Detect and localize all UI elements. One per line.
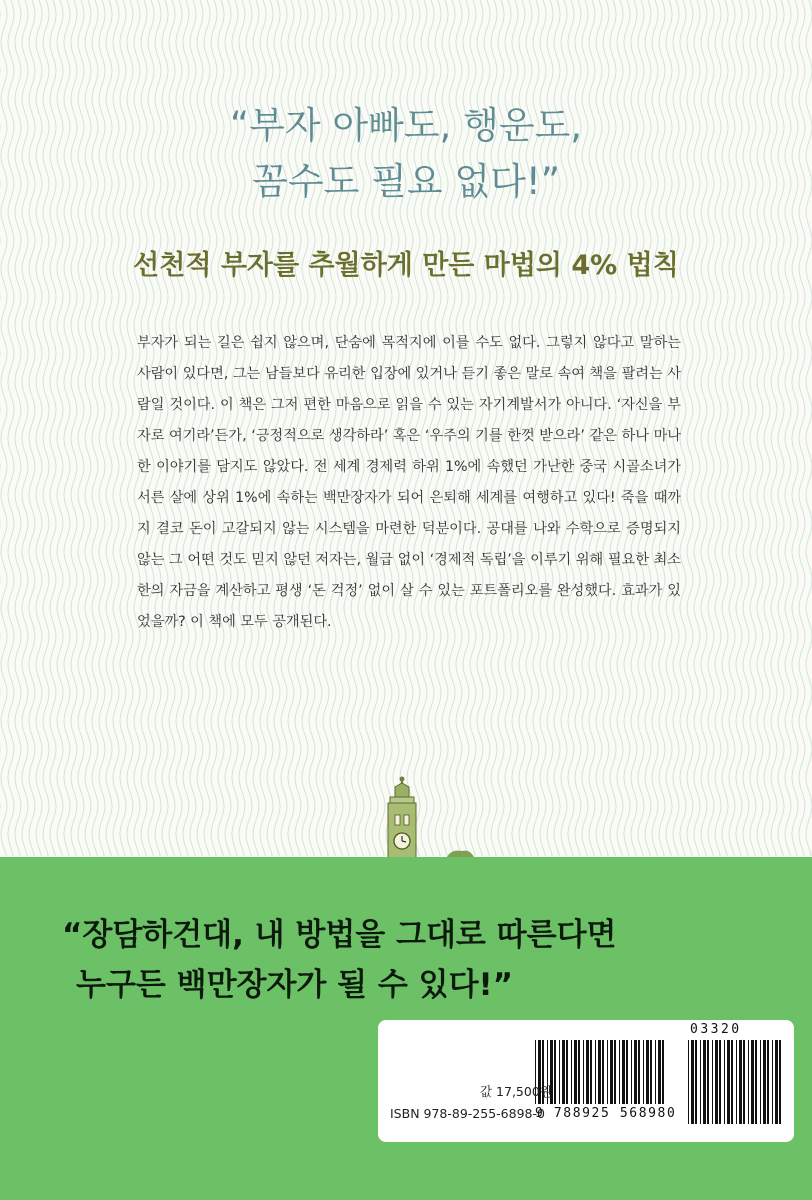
barcode-bar [583, 1040, 584, 1104]
barcode-bar [731, 1040, 733, 1124]
bottom-quote-line-1: “장담하건대, 내 방법을 그대로 따른다면 [62, 917, 617, 953]
barcode-bar [595, 1040, 596, 1104]
barcode-bar [751, 1040, 754, 1124]
description-text [137, 328, 681, 638]
barcode-bar [571, 1040, 572, 1104]
barcode-bar [646, 1040, 649, 1104]
barcode-bar [743, 1040, 745, 1124]
barcode-bar [586, 1040, 589, 1104]
barcode-bar [775, 1040, 778, 1124]
isbn-barcode [535, 1040, 665, 1104]
barcode-bar [763, 1040, 766, 1124]
top-quote-line-1: “부자 아빠도, 행운도, [229, 104, 583, 147]
barcode-bar [688, 1040, 689, 1124]
barcode-bar [622, 1040, 625, 1104]
barcode-bar [602, 1040, 604, 1104]
barcode-bar [662, 1040, 664, 1104]
barcode-bar [755, 1040, 757, 1124]
barcode-bar [739, 1040, 742, 1124]
barcode-bar [574, 1040, 577, 1104]
barcode-bar [700, 1040, 701, 1124]
barcode-bar [655, 1040, 656, 1104]
barcode-bar [772, 1040, 773, 1124]
barcode-bar [607, 1040, 608, 1104]
barcode-bar [695, 1040, 697, 1124]
barcode-bar [760, 1040, 761, 1124]
barcode-bar [703, 1040, 706, 1124]
barcode-bar [748, 1040, 749, 1124]
clock-tower-icon [378, 775, 518, 865]
barcode-bar [631, 1040, 632, 1104]
description-paragraph: 부자가 되는 길은 쉽지 않으며, 단숨에 목적지에 이를 수도 없다. 그렇지 않다고 말하는 사람이 있다면, 그는 남들보다 유리한 입장에 있거나 듣기 좋은 말로 속여 책을 팔려는 사람일 것이다. 이 책은 그저 편한 마음으로 읽을 수 있는 자기계발서가 아니다. ‘자신을 부자로 여기라’든가, ‘긍정적으로 생각하라’ 혹은 ‘우주의 기를 한껏 받으라’ 같은 하나 마나 한 이야기를 담지도 않았다. 전 세계 경제력 하위 1%에 속했던 가난한 중국 시골소녀가 서른 살에 상위 1%에 속하는 백만장자가 되어 은퇴해 세계를 여행하고 있다! 죽을 때까지 결코 돈이 고갈되지 않는 시스템을 마련한 덕분이다. 공대를 나와 수학으로 증명되지 않는 그 어떤 것도 믿지 않던 저자는, 월급 없이 ‘경제적 독립’을 이루기 위해 필요한 최소한의 자금을 계산하고 평생 ‘돈 걱정’ 없이 살 수 있는 포트폴리오를 완성했다. 효과가 있었을까? 이 책에 모두 공개된다. [137, 335, 681, 630]
barcode-bar [578, 1040, 580, 1104]
barcode-bar [566, 1040, 568, 1104]
barcode-bar [707, 1040, 709, 1124]
barcode-bar [779, 1040, 781, 1124]
barcode-bar [554, 1040, 556, 1104]
barcode-digits: 9 788925 568980 [535, 1106, 677, 1121]
barcode-bar [712, 1040, 713, 1124]
barcode-bar [658, 1040, 661, 1104]
barcode-bar [610, 1040, 613, 1104]
price-label: 값 17,500원 [480, 1084, 552, 1099]
top-quote [0, 98, 812, 210]
barcode-bar [590, 1040, 592, 1104]
isbn-label: ISBN 978-89-255-6898-0 [390, 1106, 545, 1121]
addon-code: 03320 [690, 1022, 742, 1037]
barcode-bar [736, 1040, 737, 1124]
barcode-bar [643, 1040, 644, 1104]
subtitle: 선천적 부자를 추월하게 만든 마법의 4% 법칙 [133, 250, 679, 281]
top-quote-line-2: 꼼수도 필요 없다!” [252, 160, 560, 203]
barcode-bar [626, 1040, 628, 1104]
barcode-bar [727, 1040, 730, 1124]
barcode-bar [724, 1040, 725, 1124]
barcode-bar [767, 1040, 769, 1124]
barcode-bar [559, 1040, 560, 1104]
bottom-quote [62, 910, 616, 1010]
bottom-quote-line-2: 누구든 백만장자가 될 수 있다!” [76, 967, 514, 1003]
barcode-bar [598, 1040, 601, 1104]
barcode-bar [562, 1040, 565, 1104]
barcode-bar [691, 1040, 694, 1124]
barcode-bar [715, 1040, 718, 1124]
barcode-bar [614, 1040, 616, 1104]
barcode-bar [634, 1040, 637, 1104]
barcode-bar [638, 1040, 640, 1104]
addon-barcode [688, 1040, 784, 1124]
barcode-bar [619, 1040, 620, 1104]
barcode-bar [719, 1040, 721, 1124]
barcode-bar [650, 1040, 652, 1104]
